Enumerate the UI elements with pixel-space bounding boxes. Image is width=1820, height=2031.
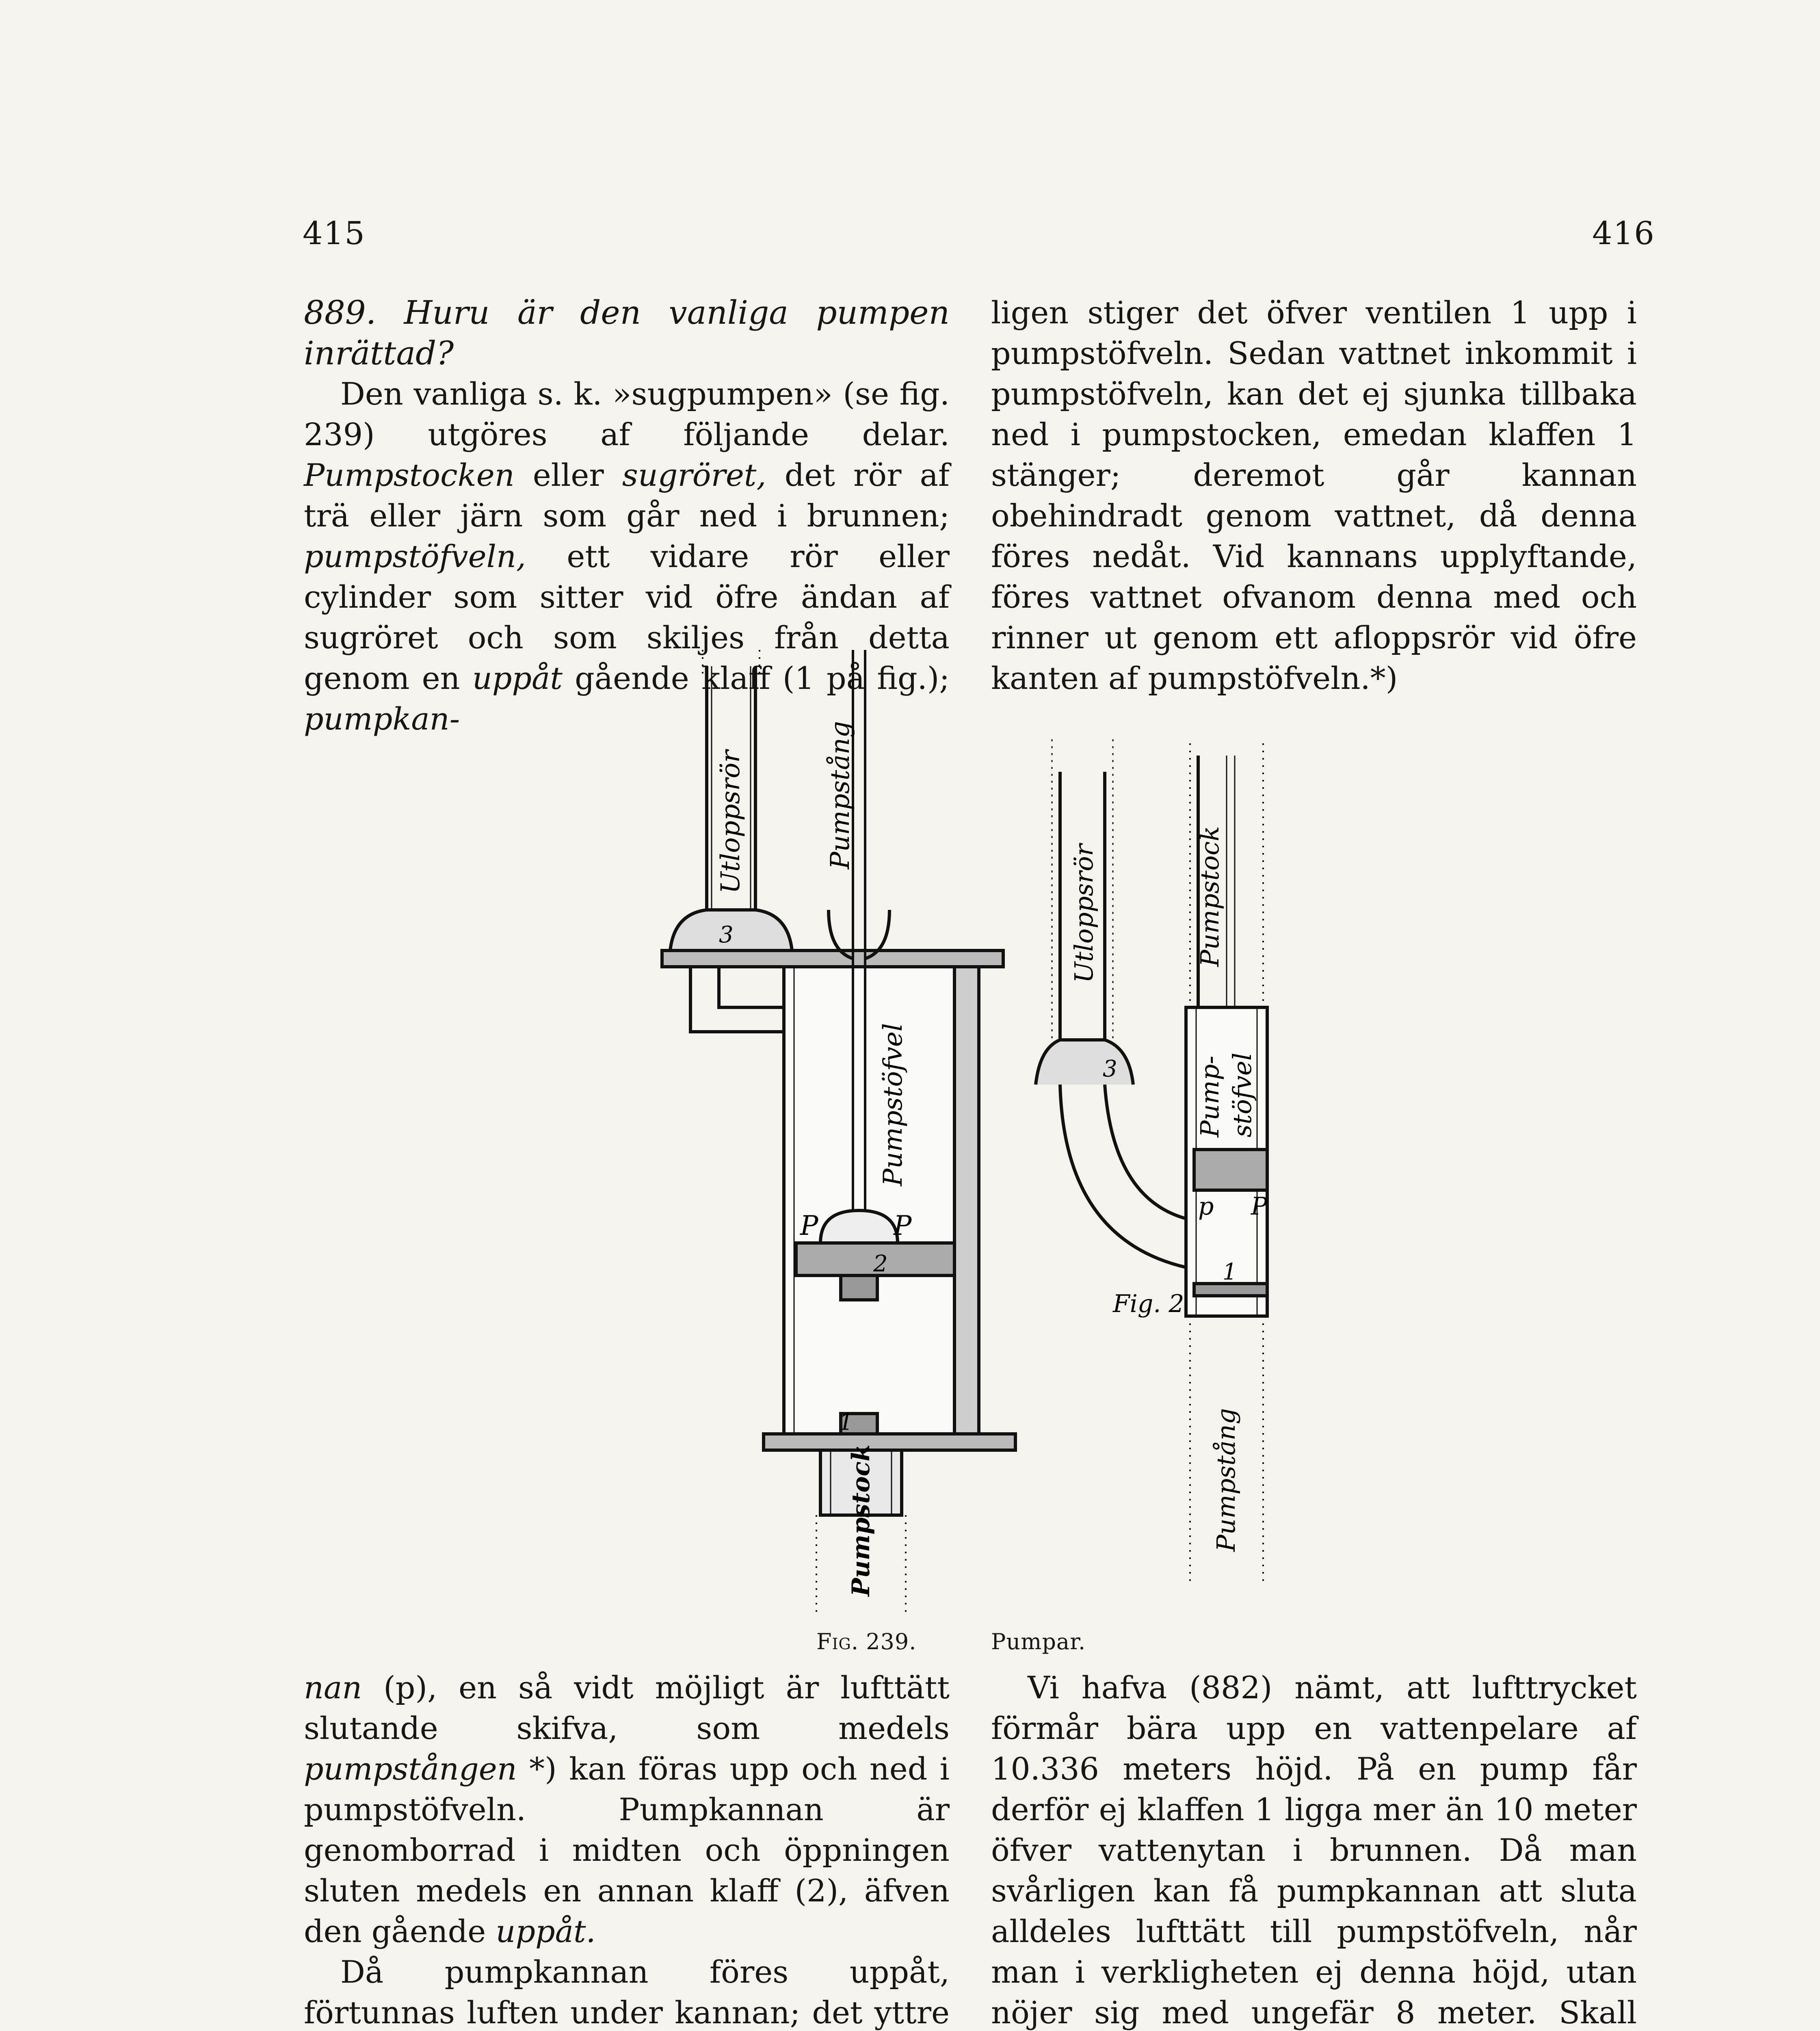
fig1-label-pumpstock: Pumpstock: [847, 1444, 875, 1596]
left-column-bottom: [304, 1667, 950, 2031]
left-paragraph-2: nan (p), en så vidt möjligt är lufttätt slutande skifva, som medels pumpstången *) kan föras upp och ned i pumpstöfveln. Pumpkannan är genomborrad i midten och öppningen sluten medels en annan klaff (2), äfven den gående uppåt.: [304, 1669, 950, 1949]
right-column-top: [991, 292, 1637, 699]
fig1-label-p-right: P: [894, 1210, 912, 1241]
fig2-label-fig: Fig. 2: [1113, 1290, 1184, 1318]
question-heading: 889. Huru är den vanliga pumpen inrättad?: [304, 294, 950, 372]
fig2-label-stofvel: stöfvel: [1227, 1052, 1257, 1137]
fig2-label-pump: Pump-: [1195, 1055, 1225, 1137]
fig2-label-valve-1: 1: [1223, 1259, 1237, 1285]
fig1-label-valve-3: 3: [719, 922, 734, 948]
left-paragraph-1: Den vanliga s. k. »sugpumpen» (se fig. 239) utgöres af följande delar. Pumpstocken eller sugröret, det rör af trä eller järn som går ned i brunnen; pumpstöfveln, ett vidare rör eller cylinder som sitter vid öfre ändan af sugröret och som skiljes från detta genom en uppåt gående klaff (1 på fig.); pumpkan-: [304, 376, 950, 737]
fig2-label-pumpstock: Pumpstock: [1195, 826, 1225, 967]
fig1-label-p-left: P: [800, 1210, 818, 1241]
fig1-label-pumpstofvel: Pumpstöfvel: [878, 1023, 908, 1186]
pump-figure: [609, 650, 1300, 1617]
fig1-label-valve-2: 2: [873, 1251, 888, 1277]
right-paragraph-2: Vi hafva (882) nämt, att lufttrycket förmår bära upp en vattenpelare af 10.336 meters höjd. På en pump får derför ej klaffen 1 ligga mer än 10 meter öfver vattenytan i brunnen. Då man svårligen kan få pumpkannan att sluta alldeles lufttätt till pumpstöfveln, når man i verkligheten ej denna höjd, utan nöjer sig med ungefär 8 meter. Skall: [991, 1669, 1637, 2031]
figure-caption-right: Pumpar.: [991, 1629, 1086, 1654]
fig1-label-pumpstang: Pumpstång: [825, 721, 855, 869]
page-number-left: 415: [303, 215, 366, 252]
right-column-bottom: [991, 1667, 1637, 2031]
fig1-label-utloppsror: Utloppsrör: [716, 750, 746, 894]
fig2-label-p-left: p: [1198, 1192, 1214, 1221]
fig2-label-pumpstang: Pumpstång: [1211, 1408, 1241, 1552]
fig2-pump-diagram: [1036, 739, 1267, 1316]
fig2-label-valve-3: 3: [1103, 1056, 1117, 1082]
left-paragraph-3: Då pumpkannan föres uppåt, förtunnas luften under kannan; det yttre: [304, 1954, 950, 2031]
right-paragraph-1: ligen stiger det öfver ventilen 1 upp i pumpstöfveln. Sedan vattnet inkommit i pumpstöfveln, kan det ej sjunka tillbaka ned i pumpstocken, emedan klaffen 1 stänger; deremot går kannan obehindradt genom vattnet, då denna föres nedåt. Vid kannans upplyftande, föres vattnet ofvanom denna med och rinner ut genom ett afloppsrör vid öfre kanten af pumpstöfveln.*): [991, 294, 1637, 696]
fig2-label-utloppsror: Utloppsrör: [1069, 844, 1099, 983]
figure-caption-left: Fig. 239.: [816, 1629, 917, 1654]
fig2-label-p-right: P: [1251, 1192, 1268, 1221]
fig1-label-valve-1: 1: [839, 1409, 853, 1436]
page-number-right: 416: [1592, 215, 1655, 252]
